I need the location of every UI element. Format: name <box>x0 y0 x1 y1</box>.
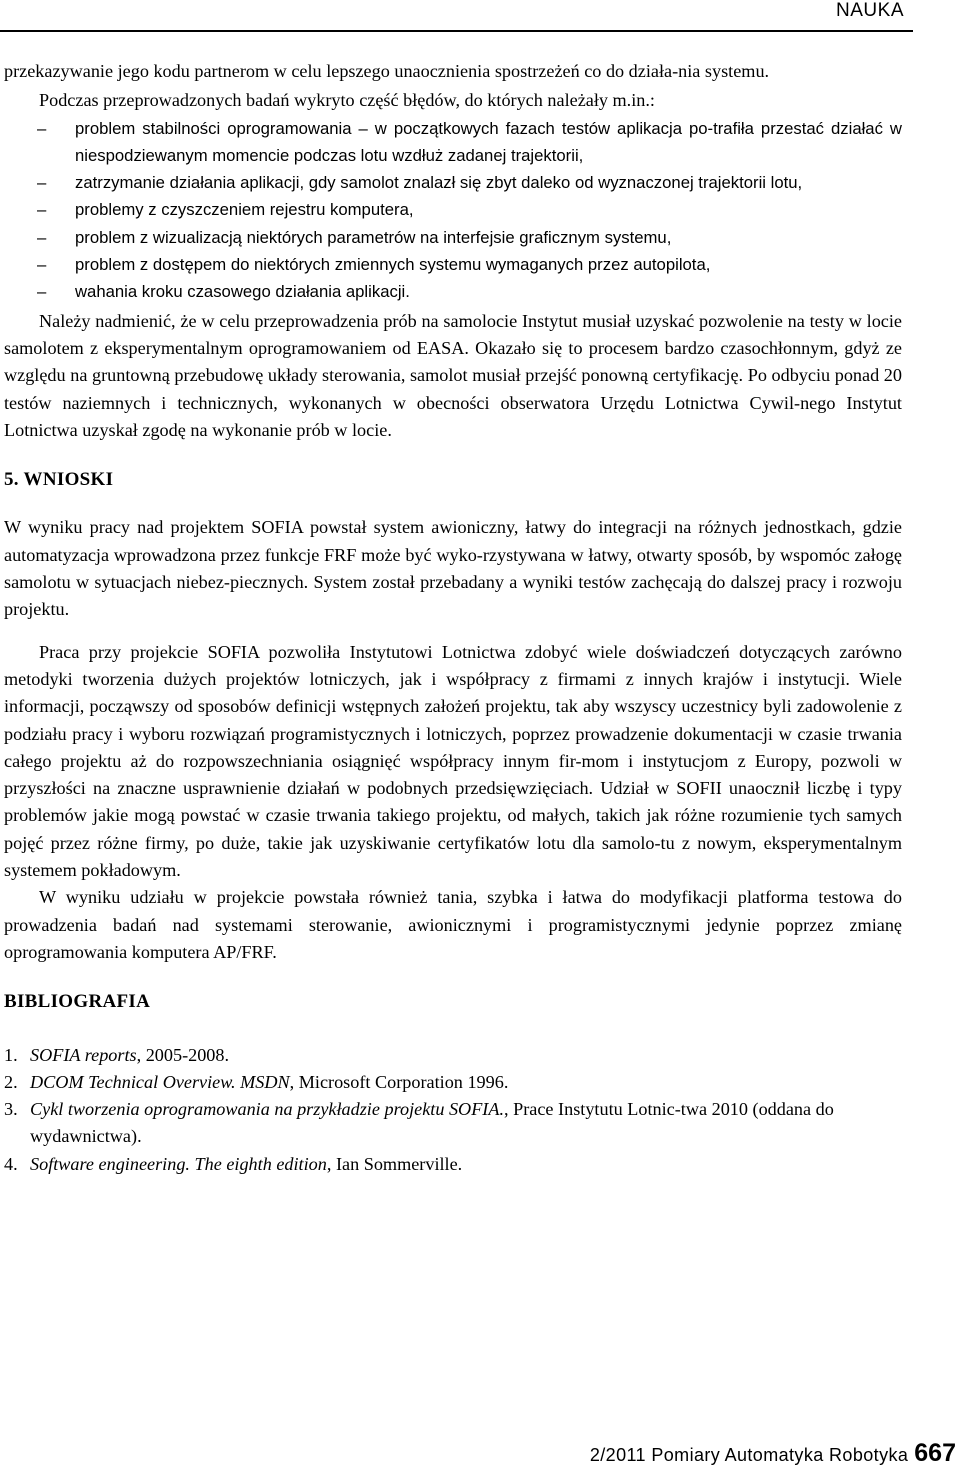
bibliography-number: 3. <box>4 1099 18 1120</box>
conclusions-paragraph: Praca przy projekcie SOFIA pozwoliła Instytutowi Lotnictwa zdobyć wiele doświadczeń dotyczących zarówno metodyki tworzenia dużych projektów lotniczych, jak i współpracy z firmami z innych krajów i instytucji. Wiele informacji, począwszy od sposobów definicji wstępnych założeń projektu, tak aby wszyscy uczestnicy byli zadowolenie z podziału pracy i wyboru rozwiązań programistycznych i lotniczych, poprzez prowadzenie dokumentacji w czasie trwania całego projektu aż do rozpowszechniania osiągnięć współpracy innym fir-mom i instytucjom z Europy, pozwoli w przyszłości na znaczne usprawnienie działań w podobnych przedsięwzięciach. Udział w SOFII unaocznił liczbę i typy problemów jakie mogą powstać w czasie trwania takiego projektu, od małych, takich jak różne rozumienie tych samych pojęć przez różne firmy, po duże, takie jak uzyskiwanie certyfikatów lotu dla samolo-tu z nowym, eksperymentalnym systemem pokładowym. <box>4 641 902 881</box>
bibliography-number: 4. <box>4 1153 18 1174</box>
bibliography-details: , Microsoft Corporation 1996. <box>289 1071 509 1092</box>
conclusions-paragraph: W wyniku pracy nad projektem SOFIA powstał system awioniczny, łatwy do integracji na różnych jednostkach, gdzie automatyzacja wprowadzona przez funkcje FRF może być wyko-rzystywana w łatwy, otwarty sposób, by wspomóc załogę samolotu w sytuacjach niebez-piecznych. System został przebadany a wyniki testów zachęcają do dalszej pracy i rozwoju projektu. <box>4 517 902 620</box>
list-item: – problem z dostępem do niektórych zmiennych systemu wymaganych przez autopilota, <box>4 251 902 278</box>
page-number: 667 <box>914 1439 956 1467</box>
article-body <box>4 58 902 1178</box>
bibliography-item <box>4 1151 902 1178</box>
errors-lead: Podczas przeprowadzonych badań wykryto część błędów, do których należały m.in.: <box>39 90 655 111</box>
bibliography-details: , Prace Instytutu Lotnic-twa 2010 (oddana do wydawnictwa). <box>30 1099 834 1147</box>
bibliography-title: SOFIA reports <box>30 1044 137 1065</box>
list-item: – problem z wizualizacją niektórych parametrów na interfejsie graficznym systemu, <box>4 224 902 251</box>
list-item: – problem stabilności oprogramowania – w początkowych fazach testów aplikacja po-trafiła przestać działać w niespodziewanym momencie podczas lotu wzdłuż zadanej trajektorii, <box>4 115 902 170</box>
bibliography-item <box>4 1069 902 1096</box>
section-tag: NAUKA <box>836 0 904 21</box>
bibliography-details: , 2005-2008. <box>136 1044 230 1065</box>
bibliography-title: Software engineering. The eighth edition <box>30 1153 327 1174</box>
bibliography-title: DCOM Technical Overview. MSDN <box>30 1071 290 1092</box>
errors-list <box>4 115 902 306</box>
bibliography-title: Cykl tworzenia oprogramowania na przykładzie projektu SOFIA. <box>30 1099 505 1120</box>
bibliography-heading: BIBLIOGRAFIA <box>4 991 151 1013</box>
bibliography-details: , Ian Sommerville. <box>326 1153 463 1174</box>
permit-paragraph: Należy nadmienić, że w celu przeprowadzenia prób na samolocie Instytut musiał uzyskać pozwolenie na testy w locie samolotem z eksperymentalnym oprogramowaniem od EASA. Okazało się to procesem bardzo czasochłonnym, gdyż ze względu na gruntowną przebudowę układy sterowania, samolot musiał przejść ponowną certyfikację. Po odbyciu ponad 20 testów naziemnych i technicznych, wykonanych w obecności obserwatora Urzędu Lotnictwa Cywil-nego Instytut Lotnictwa uzyskał zgodę na wykonanie prób w locie. <box>4 310 902 440</box>
conclusions-paragraph: W wyniku udziału w projekcie powstała również tania, szybka i łatwa do modyfikacji platforma testowa do prowadzenia badań nad systemami sterowanie, awionicznymi i programistycznymi jedynie poprzez zmianę oprogramowania komputera AP/FRF. <box>4 887 902 962</box>
bibliography-item <box>4 1096 902 1151</box>
list-item: – wahania kroku czasowego działania aplikacji. <box>4 278 902 305</box>
page-footer <box>590 1439 956 1468</box>
bibliography-item <box>4 1042 902 1069</box>
footer-issue: 2/2011 Pomiary Automatyka Robotyka <box>589 1445 909 1465</box>
conclusions-heading: 5. WNIOSKI <box>4 469 114 491</box>
intro-continuation: przekazywanie jego kodu partnerom w celu lepszego unaocznienia spostrzeżeń co do działa-nia systemu. <box>4 61 770 81</box>
bibliography-number: 2. <box>4 1071 18 1092</box>
header-rule <box>0 30 913 32</box>
bibliography-list <box>4 1042 902 1178</box>
list-item: – zatrzymanie działania aplikacji, gdy samolot znalazł się zbyt daleko od wyznaczonej trajektorii lotu, <box>4 169 902 196</box>
list-item: – problemy z czyszczeniem rejestru komputera, <box>4 196 902 223</box>
bibliography-number: 1. <box>4 1044 18 1065</box>
